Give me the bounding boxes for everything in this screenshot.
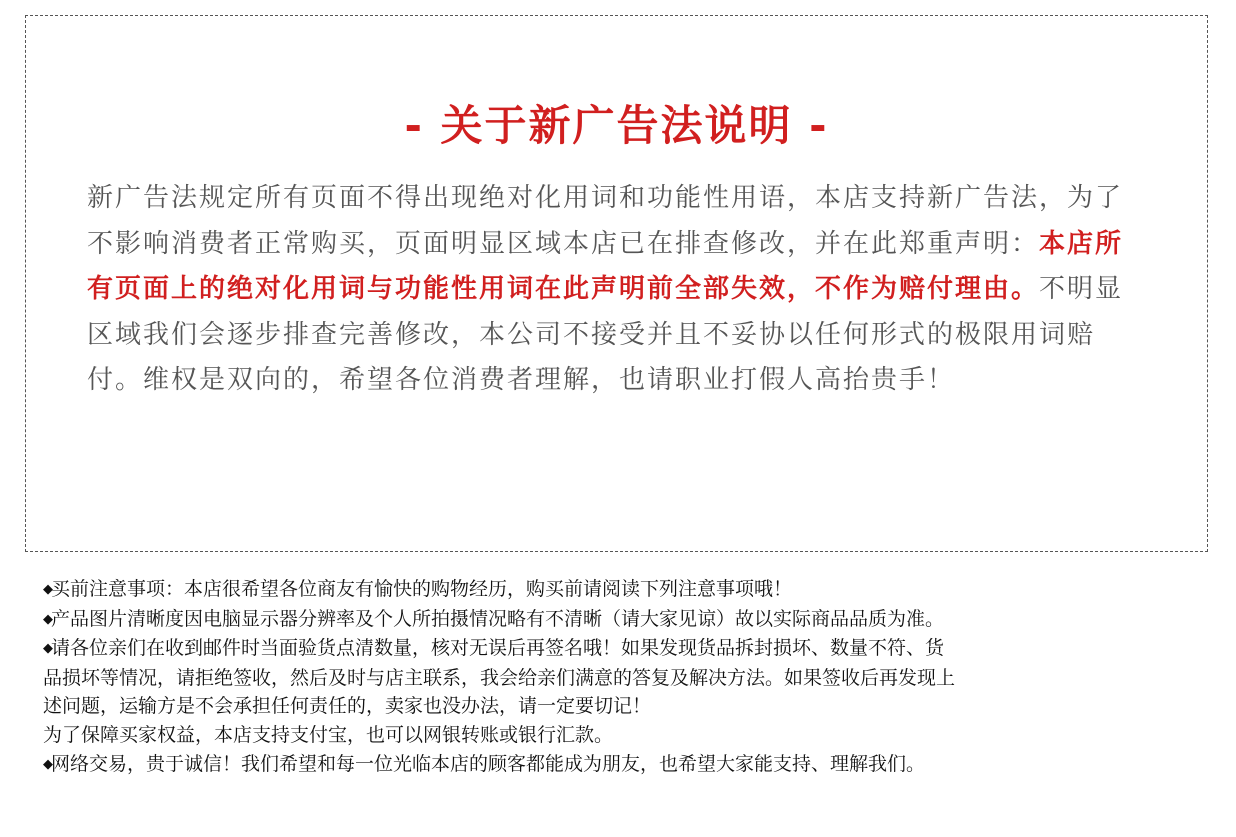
notice-text-outro: 不明显区域我们会逐步排查完善修改，本公司不接受并且不妥协以任何形式的极限用词赔付。维权是双向的，希望各位消费者理解，也请职业打假人高抬贵手！ — [87, 274, 1124, 395]
tip-line-image-clarity: ◆产品图片清晰度因电脑显示器分辨率及个人所拍摄情况略有不清晰（请大家见谅）故以实际商品品质为准。 — [43, 605, 1193, 635]
diamond-bullet-icon: ◆ — [43, 641, 53, 657]
tip-line-inspection: ◆请各位亲们在收到邮件时当面验货点清数量，核对无误后再签名哦！如果发现货品拆封损坏、数量不符、货 — [43, 634, 1193, 664]
purchase-tips — [43, 575, 1193, 779]
tip-line-integrity: ◆网络交易，贵于诚信！我们希望和每一位光临本店的顾客都能成为朋友，也希望大家能支持、理解我们。 — [43, 750, 1193, 780]
notice-paragraph — [87, 176, 1149, 404]
tip-line-inspection-cont: 品损坏等情况，请拒绝签收，然后及时与店主联系，我会给亲们满意的答复及解决方法。如果签收后再发现上 — [43, 666, 956, 689]
notice-text-intro: 新广告法规定所有页面不得出现绝对化用词和功能性用语，本店支持新广告法，为了不影响消费者正常购买，页面明显区域本店已在排查修改，并在此郑重声明： — [87, 183, 1124, 259]
diamond-bullet-icon: ◆ — [43, 756, 53, 772]
diamond-bullet-icon: ◆ — [43, 611, 53, 627]
tip-line-precautions: ◆买前注意事项：本店很希望各位商友有愉快的购物经历，购买前请阅读下列注意事项哦！ — [43, 575, 1193, 605]
tip-line-payment: 为了保障买家权益，本店支持支付宝，也可以网银转账或银行汇款。 — [43, 723, 614, 746]
tip-line-inspection-end: 述问题，运输方是不会承担任何责任的，卖家也没办法，请一定要切记！ — [43, 695, 652, 718]
diamond-bullet-icon: ◆ — [43, 582, 53, 597]
notice-title: - 关于新广告法说明 - — [404, 101, 829, 150]
notice-highlight-text: 本店所有页面上的绝对化用词与功能性用词在此声明前全部失效，不作为赔付理由。 — [87, 228, 1124, 304]
ad-law-notice-box — [25, 15, 1208, 552]
